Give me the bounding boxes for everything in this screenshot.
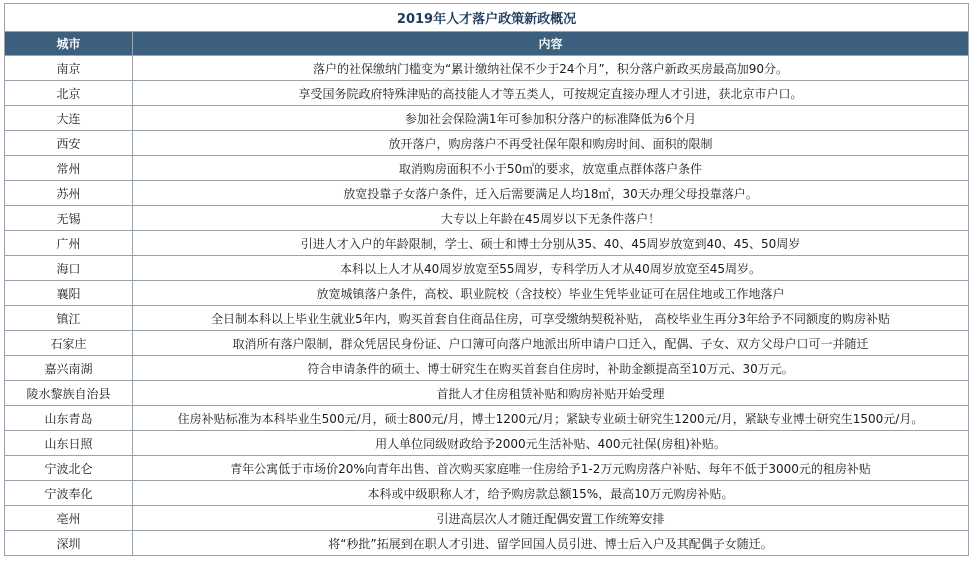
table-row [5, 56, 969, 81]
content-cell: 大专以上年龄在45周岁以下无条件落户！ [133, 206, 969, 231]
table-title: 2019年人才落户政策新政概况 [5, 4, 969, 32]
table-title-row [5, 4, 969, 32]
table-row [5, 281, 969, 306]
table-row [5, 256, 969, 281]
table-row [5, 106, 969, 131]
content-cell: 引进人才入户的年龄限制，学士、硕士和博士分别从35、40、45周岁放宽到40、45、50周岁 [133, 231, 969, 256]
city-cell: 山东青岛 [5, 406, 133, 431]
city-cell: 嘉兴南湖 [5, 356, 133, 381]
table-row [5, 381, 969, 406]
table-row [5, 81, 969, 106]
content-cell: 全日制本科以上毕业生就业5年内，购买首套自住商品住房，可享受缴纳契税补贴， 高校毕业生再分3年给予不同额度的购房补贴 [133, 306, 969, 331]
city-cell: 石家庄 [5, 331, 133, 356]
city-cell: 陵水黎族自治县 [5, 381, 133, 406]
content-cell: 本科或中级职称人才，给予购房款总额15%，最高10万元购房补贴。 [133, 481, 969, 506]
content-cell: 本科以上人才从40周岁放宽至55周岁，专科学历人才从40周岁放宽至45周岁。 [133, 256, 969, 281]
content-cell: 将“秒批”拓展到在职人才引进、留学回国人员引进、博士后入户及其配偶子女随迁。 [133, 531, 969, 556]
content-cell: 符合申请条件的硕士、博士研究生在购买首套自住房时，补助金额提高至10万元、30万元。 [133, 356, 969, 381]
content-cell: 用人单位同级财政给予2000元生活补贴、400元社保(房租)补贴。 [133, 431, 969, 456]
table-row [5, 331, 969, 356]
header-content: 内容 [133, 32, 969, 56]
city-cell: 深圳 [5, 531, 133, 556]
header-city: 城市 [5, 32, 133, 56]
table-row [5, 531, 969, 556]
content-cell: 首批人才住房租赁补贴和购房补贴开始受理 [133, 381, 969, 406]
table-row [5, 481, 969, 506]
city-cell: 山东日照 [5, 431, 133, 456]
city-cell: 广州 [5, 231, 133, 256]
city-cell: 常州 [5, 156, 133, 181]
city-cell: 镇江 [5, 306, 133, 331]
table-row [5, 456, 969, 481]
table-row [5, 406, 969, 431]
table-row [5, 181, 969, 206]
content-cell: 放开落户，购房落户不再受社保年限和购房时间、面积的限制 [133, 131, 969, 156]
policy-table-container [4, 3, 968, 556]
city-cell: 宁波北仑 [5, 456, 133, 481]
table-row [5, 156, 969, 181]
city-cell: 宁波奉化 [5, 481, 133, 506]
content-cell: 取消购房面积不小于50㎡的要求，放宽重点群体落户条件 [133, 156, 969, 181]
content-cell: 享受国务院政府特殊津贴的高技能人才等五类人，可按规定直接办理人才引进，获北京市户口。 [133, 81, 969, 106]
city-cell: 西安 [5, 131, 133, 156]
table-row [5, 131, 969, 156]
table-row [5, 231, 969, 256]
city-cell: 襄阳 [5, 281, 133, 306]
table-row [5, 506, 969, 531]
city-cell: 无锡 [5, 206, 133, 231]
content-cell: 放宽投靠子女落户条件，迁入后需要满足人均18㎡，30天办理父母投靠落户。 [133, 181, 969, 206]
content-cell: 取消所有落户限制，群众凭居民身份证、户口簿可向落户地派出所申请户口迁入，配偶、子女、双方父母户口可一并随迁 [133, 331, 969, 356]
city-cell: 大连 [5, 106, 133, 131]
content-cell: 住房补贴标准为本科毕业生500元/月，硕士800元/月，博士1200元/月；紧缺专业硕士研究生1200元/月，紧缺专业博士研究生1500元/月。 [133, 406, 969, 431]
table-header-row [5, 32, 969, 56]
table-row [5, 306, 969, 331]
city-cell: 南京 [5, 56, 133, 81]
content-cell: 引进高层次人才随迁配偶安置工作统筹安排 [133, 506, 969, 531]
city-cell: 海口 [5, 256, 133, 281]
policy-table [4, 3, 969, 556]
content-cell: 参加社会保险满1年可参加积分落户的标准降低为6个月 [133, 106, 969, 131]
city-cell: 亳州 [5, 506, 133, 531]
table-row [5, 356, 969, 381]
table-row [5, 431, 969, 456]
content-cell: 落户的社保缴纳门槛变为“累计缴纳社保不少于24个月”，积分落户新政买房最高加90分。 [133, 56, 969, 81]
table-row [5, 206, 969, 231]
content-cell: 青年公寓低于市场价20%向青年出售、首次购买家庭唯一住房给予1-2万元购房落户补贴、每年不低于3000元的租房补贴 [133, 456, 969, 481]
city-cell: 北京 [5, 81, 133, 106]
city-cell: 苏州 [5, 181, 133, 206]
content-cell: 放宽城镇落户条件，高校、职业院校（含技校）毕业生凭毕业证可在居住地或工作地落户 [133, 281, 969, 306]
